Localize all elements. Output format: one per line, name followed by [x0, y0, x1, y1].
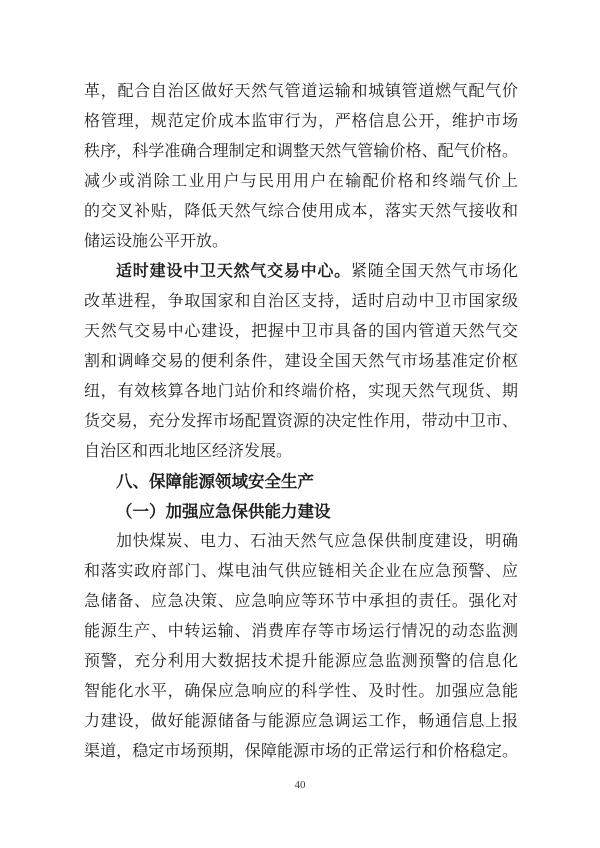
text-line — [84, 647, 518, 677]
bold-text-segment: （一）加强应急保供能力建设 — [116, 502, 331, 521]
text-segment: 自治区和西北地区经济发展。 — [84, 443, 293, 460]
text-segment: 能源生产、中转运输、消费库存等市场运行情况的动态监测 — [84, 623, 518, 640]
text-segment: 革，配合自治区做好天然气管道运输和城镇管道燃气配气价 — [84, 83, 518, 100]
text-line — [84, 257, 518, 287]
text-segment: 纽，有效核算各地门站价和终端价格，实现天然气现货、期 — [84, 383, 518, 400]
text-line — [84, 377, 518, 407]
text-line — [84, 437, 518, 467]
text-segment: 货交易，充分发挥市场配置资源的决定性作用，带动中卫市、 — [84, 413, 518, 430]
text-segment: 和落实政府部门、煤电油气供应链相关企业在应急预警、应 — [84, 563, 518, 580]
section-heading — [84, 467, 518, 497]
text-line — [84, 197, 518, 227]
text-line — [84, 317, 518, 347]
text-line — [84, 137, 518, 167]
text-line — [84, 527, 518, 557]
text-line — [84, 617, 518, 647]
bold-text-segment: 八、保障能源领域安全生产 — [116, 473, 314, 491]
text-segment: 割和调峰交易的便利条件，建设全国天然气市场基准定价枢 — [84, 353, 518, 370]
subsection-heading — [84, 497, 518, 527]
text-segment: 紧随全国天然气市场化 — [350, 263, 518, 280]
text-segment: 格管理，规范定价成本监审行为，严格信息公开，维护市场 — [84, 113, 518, 130]
text-segment: 天然气交易中心建设，把握中卫市具备的国内管道天然气交 — [84, 323, 518, 340]
text-line — [84, 707, 518, 737]
text-segment: 改革进程，争取国家和自治区支持，适时启动中卫市国家级 — [84, 293, 518, 310]
text-line — [84, 677, 518, 707]
text-line — [84, 227, 518, 257]
text-line — [84, 407, 518, 437]
text-segment: 减少或消除工业用户与民用用户在输配价格和终端气价上 — [84, 173, 518, 190]
text-segment: 的交叉补贴，降低天然气综合使用成本，落实天然气接收和 — [84, 203, 518, 220]
text-segment: 力建设，做好能源储备与能源应急调运工作，畅通信息上报 — [84, 713, 518, 730]
text-line — [84, 557, 518, 587]
text-segment: 秩序，科学准确合理制定和调整天然气管输价格、配气价格。 — [84, 143, 518, 160]
text-line — [84, 347, 518, 377]
text-segment: 智能化水平，确保应急响应的科学性、及时性。加强应急能 — [84, 683, 518, 700]
text-line — [84, 167, 518, 197]
text-segment: 急储备、应急决策、应急响应等环节中承担的责任。强化对 — [84, 593, 518, 610]
page-number: 40 — [294, 779, 306, 791]
text-segment: 渠道，稳定市场预期，保障能源市场的正常运行和价格稳定。 — [84, 743, 518, 760]
text-line — [84, 737, 518, 767]
text-line — [84, 107, 518, 137]
text-segment: 加快煤炭、电力、石油天然气应急保供制度建设，明确 — [116, 533, 518, 550]
text-line — [84, 287, 518, 317]
text-line — [84, 587, 518, 617]
text-line — [84, 77, 518, 107]
document-text-block — [84, 77, 518, 767]
bold-text-segment: 适时建设中卫天然气交易中心。 — [116, 263, 351, 280]
text-segment: 预警，充分利用大数据技术提升能源应急监测预警的信息化 — [84, 653, 518, 670]
text-segment: 储运设施公平开放。 — [84, 233, 229, 250]
